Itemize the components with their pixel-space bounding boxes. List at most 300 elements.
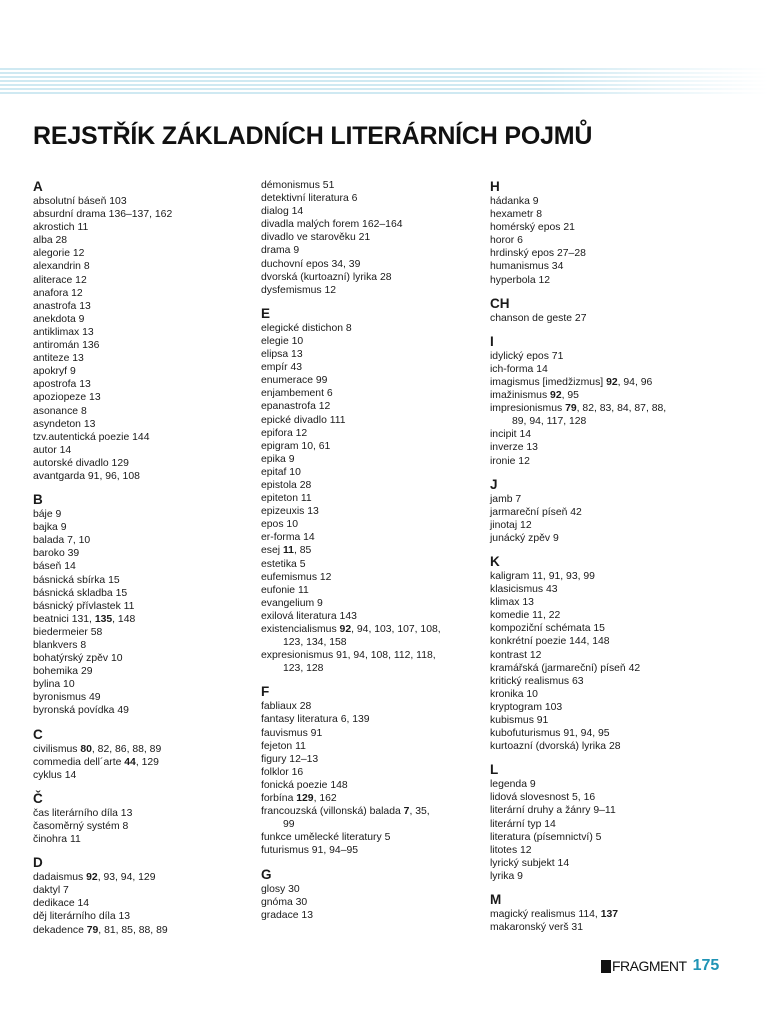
index-entry: [33, 743, 258, 756]
entry-text: empír 43: [261, 362, 303, 374]
entry-text: kubofuturismus 91, 94, 95: [490, 728, 610, 740]
index-entry: [490, 908, 715, 921]
index-entry: [490, 609, 715, 622]
section-letter: F: [261, 684, 270, 700]
entry-continuation: 123, 134, 158: [283, 637, 347, 649]
index-entry: [33, 405, 258, 418]
entry-text: básnická sbírka 15: [33, 574, 120, 586]
entry-text: epické divadlo 111: [261, 414, 346, 426]
entry-text: , 81, 85, 88, 89: [98, 924, 168, 936]
entry-text: dadaismus: [33, 872, 87, 884]
entry-text: kritický realismus 63: [490, 675, 584, 687]
index-entry: [490, 455, 715, 468]
index-column-3: [490, 179, 715, 934]
brand-name: FRAGMENT: [612, 958, 687, 974]
entry-text: epos 10: [261, 519, 298, 531]
index-entry: [33, 300, 258, 313]
entry-text: dekadence: [33, 924, 87, 936]
section-letter: I: [490, 333, 494, 349]
index-entry: [261, 361, 486, 374]
entry-text: básnický přívlastek 11: [33, 600, 135, 612]
entry-text: exilová literatura 143: [261, 610, 357, 622]
index-entry: [490, 675, 715, 688]
entry-text: , 129: [135, 756, 159, 768]
index-entry: [490, 818, 715, 831]
index-entry: [490, 635, 715, 648]
entry-text: kramářská (jarmareční) píseň 42: [490, 662, 641, 674]
entry-text: gradace 13: [261, 909, 313, 921]
entry-text: lyrika 9: [490, 870, 523, 882]
entry-text: klasicismus 43: [490, 584, 558, 596]
index-entry: [490, 831, 715, 844]
index-entry: [261, 284, 486, 297]
index-entry: [490, 441, 715, 454]
index-entry: [490, 389, 715, 402]
index-entry: [33, 678, 258, 691]
entry-text: enumerace 99: [261, 375, 328, 387]
index-entry: [33, 208, 258, 221]
header-stripe-band: [0, 68, 768, 94]
index-entry: [490, 727, 715, 740]
entry-text: , 148: [112, 613, 136, 625]
section-letter: J: [490, 476, 498, 492]
index-entry: [33, 326, 258, 339]
index-entry: [33, 833, 258, 846]
entry-text: antiklimax 13: [33, 326, 94, 338]
entry-text: divadlo ve starověku 21: [261, 232, 371, 244]
entry-text: jamb 7: [490, 493, 522, 505]
entry-text: démonismus 51: [261, 180, 335, 191]
section-letter: A: [33, 179, 43, 194]
index-entry: [33, 897, 258, 910]
index-entry: [261, 558, 486, 571]
index-entry: [490, 519, 715, 532]
index-entry: [490, 701, 715, 714]
index-entry: [490, 493, 715, 506]
entry-text: litotes 12: [490, 844, 532, 856]
entry-text: apoziopeze 13: [33, 392, 101, 404]
entry-text: kurtoazní (dvorská) lyrika 28: [490, 741, 621, 753]
section-letter: L: [490, 762, 499, 778]
index-entry: [33, 691, 258, 704]
entry-text: akrostich 11: [33, 222, 89, 234]
index-entry: [261, 779, 486, 792]
entry-text: er-forma 14: [261, 532, 315, 544]
index-entry: [33, 807, 258, 820]
index-entry: [490, 844, 715, 857]
index-entry: [261, 179, 486, 192]
entry-text: beatnici 131,: [33, 613, 95, 625]
entry-text: evangelium 9: [261, 597, 323, 609]
entry-text: bohemika 29: [33, 666, 93, 678]
entry-text: kontrast 12: [490, 649, 542, 661]
index-entry: [261, 700, 486, 713]
index-entry: [33, 560, 258, 573]
index-entry: [33, 910, 258, 923]
index-entry: [490, 622, 715, 635]
index-entry: [261, 258, 486, 271]
section-letter: K: [490, 553, 500, 569]
index-entry: [261, 805, 486, 831]
entry-text: elipsa 13: [261, 349, 303, 361]
entry-text: eufonie 11: [261, 584, 309, 596]
entry-text: forbína: [261, 793, 297, 805]
index-entry: [261, 713, 486, 726]
entry-text: epistola 28: [261, 479, 312, 491]
section-letter: B: [33, 492, 43, 508]
entry-text: kubismus 91: [490, 715, 549, 726]
section-letter: D: [33, 855, 43, 871]
index-entry: [33, 547, 258, 560]
index-entry: [261, 374, 486, 387]
index-entry: [33, 884, 258, 897]
entry-text: asyndeton 13: [33, 418, 96, 430]
entry-text: kaligram 11, 91, 93, 99: [490, 570, 595, 582]
entry-text: chanson de geste 27: [490, 312, 587, 324]
index-entry: [33, 378, 258, 391]
entry-text: duchovní epos 34, 39: [261, 258, 361, 270]
entry-text: incipit 14: [490, 429, 532, 441]
index-entry: [261, 727, 486, 740]
entry-text: báseň 14: [33, 561, 76, 573]
entry-text: epitaf 10: [261, 466, 301, 478]
index-entry: [33, 431, 258, 444]
index-entry: [490, 376, 715, 389]
index-entry: [261, 896, 486, 909]
entry-text: hexametr 8: [490, 209, 542, 221]
entry-text: , 94, 103, 107, 108,: [351, 624, 441, 635]
index-entry: [261, 766, 486, 779]
index-entry: [490, 870, 715, 883]
index-entry: [33, 626, 258, 639]
entry-text: apokryf 9: [33, 366, 76, 378]
index-entry: [33, 457, 258, 470]
entry-text: civilismus: [33, 743, 81, 755]
entry-text: existencialismus: [261, 624, 340, 635]
entry-text: ironie 12: [490, 455, 530, 467]
index-entry: [261, 479, 486, 492]
entry-text: baroko 39: [33, 548, 80, 560]
entry-text: lidová slovesnost 5, 16: [490, 792, 596, 804]
index-entry: [261, 518, 486, 531]
entry-text: , 82, 86, 88, 89: [91, 743, 162, 755]
entry-bold-page: 92: [339, 624, 352, 635]
entry-text: anekdota 9: [33, 313, 85, 325]
entry-text: ich-forma 14: [490, 363, 548, 375]
entry-text: gnóma 30: [261, 896, 308, 908]
index-entry: [490, 428, 715, 441]
index-column-2: [261, 179, 486, 922]
index-entry: [490, 583, 715, 596]
entry-text: hrdinský epos 27–28: [490, 248, 586, 260]
entry-text: absolutní báseň 103: [33, 196, 127, 207]
entry-text: commedia dell´arte: [33, 756, 125, 768]
entry-text: básnická skladba 15: [33, 587, 128, 599]
entry-text: enjambement 6: [261, 388, 333, 400]
entry-text: dysfemismus 12: [261, 284, 337, 296]
entry-text: literární druhy a žánry 9–11: [490, 805, 616, 817]
entry-text: , 162: [313, 793, 337, 805]
entry-text: antiromán 136: [33, 340, 100, 352]
entry-text: , 93, 94, 129: [97, 872, 156, 884]
index-entry: [261, 753, 486, 766]
entry-text: humanismus 34: [490, 261, 564, 273]
index-entry: [490, 363, 715, 376]
index-entry: [261, 322, 486, 335]
page-title: REJSTŘÍK ZÁKLADNÍCH LITERÁRNÍCH POJMŮ: [33, 122, 593, 150]
section-letter: G: [261, 866, 272, 882]
entry-text: elegie 10: [261, 335, 304, 347]
entry-text: anafora 12: [33, 287, 83, 299]
index-entry: [261, 844, 486, 857]
index-entry: [490, 649, 715, 662]
index-entry: [33, 195, 258, 208]
entry-text: klimax 13: [490, 597, 534, 609]
index-entry: [33, 444, 258, 457]
entry-text: jinotaj 12: [490, 519, 532, 531]
entry-text: bylina 10: [33, 679, 75, 691]
entry-text: fejeton 11: [261, 740, 306, 752]
index-entry: [33, 756, 258, 769]
index-entry: [33, 769, 258, 782]
index-entry: [490, 662, 715, 675]
entry-text: folklor 16: [261, 766, 304, 778]
entry-text: inverze 13: [490, 442, 538, 454]
entry-text: eufemismus 12: [261, 571, 332, 583]
index-column-1: [33, 179, 258, 937]
section-letter: H: [490, 179, 500, 194]
entry-text: magický realismus 114,: [490, 909, 601, 921]
section-letter: E: [261, 305, 271, 321]
entry-text: děj literárního díla 13: [33, 911, 131, 923]
entry-text: biedermeier 58: [33, 626, 103, 638]
index-entry: [490, 857, 715, 870]
index-entry: [490, 596, 715, 609]
entry-bold-page: 80: [80, 743, 92, 755]
index-entry: [490, 740, 715, 753]
index-entry: [33, 871, 258, 884]
index-entry: [261, 244, 486, 257]
index-entry: [490, 714, 715, 727]
index-entry: [490, 921, 715, 934]
entry-text: báje 9: [33, 509, 62, 521]
index-entry: [490, 791, 715, 804]
section-letter: Č: [33, 790, 43, 806]
index-entry: [261, 466, 486, 479]
index-entry: [33, 534, 258, 547]
index-entry: [261, 531, 486, 544]
entry-continuation: 99: [283, 819, 295, 831]
index-entry: [33, 418, 258, 431]
entry-text: apostrofa 13: [33, 379, 91, 391]
entry-bold-page: 7: [403, 806, 410, 818]
index-entry: [33, 470, 258, 483]
index-entry: [490, 350, 715, 363]
section-letter: M: [490, 892, 502, 908]
index-entry: [33, 652, 258, 665]
entry-text: , 95: [561, 390, 579, 402]
index-entry: [261, 492, 486, 505]
entry-text: drama 9: [261, 245, 300, 257]
entry-text: alexandrin 8: [33, 261, 90, 273]
entry-text: imažinismus: [490, 390, 551, 402]
fragment-logo: [601, 958, 687, 974]
index-entry: [33, 313, 258, 326]
entry-text: funkce umělecké literatury 5: [261, 832, 391, 844]
entry-text: , 82, 83, 84, 87, 88,: [576, 403, 667, 415]
entry-text: dvorská (kurtoazní) lyrika 28: [261, 271, 392, 283]
entry-text: fabliaux 28: [261, 701, 312, 713]
index-entry: [33, 221, 258, 234]
entry-text: byronská povídka 49: [33, 705, 129, 717]
section-letter: CH: [490, 295, 510, 311]
entry-text: absurdní drama 136–137, 162: [33, 209, 173, 221]
index-entry: [261, 610, 486, 623]
index-entry: [490, 402, 715, 428]
entry-text: , 94, 96: [617, 376, 653, 388]
entry-text: fauvismus 91: [261, 727, 323, 739]
entry-text: balada 7, 10: [33, 535, 91, 547]
index-entry: [490, 506, 715, 519]
entry-text: makaronský verš 31: [490, 922, 583, 934]
entry-bold-page: 137: [600, 909, 619, 921]
section-letter: C: [33, 726, 43, 742]
entry-text: imagismus [imedžizmus]: [490, 376, 607, 388]
entry-text: hyperbola 12: [490, 274, 551, 286]
entry-text: fonická poezie 148: [261, 779, 348, 791]
entry-text: esej: [261, 545, 283, 557]
entry-text: idylický epos 71: [490, 350, 564, 362]
entry-bold-page: 92: [550, 390, 562, 402]
entry-text: činohra 11: [33, 834, 81, 846]
entry-bold-page: 79: [565, 403, 577, 415]
index-entry: [261, 400, 486, 413]
index-entry: [261, 348, 486, 361]
index-entry: [33, 704, 258, 717]
entry-text: daktyl 7: [33, 885, 69, 897]
entry-text: hádanka 9: [490, 196, 539, 207]
entry-bold-page: 44: [124, 756, 136, 768]
entry-text: komedie 11, 22: [490, 610, 561, 622]
index-entry: [261, 909, 486, 922]
entry-text: jarmareční píseň 42: [490, 506, 582, 518]
entry-text: antiteze 13: [33, 353, 84, 365]
index-entry: [261, 387, 486, 400]
index-entry: [261, 544, 486, 557]
index-entry: [261, 440, 486, 453]
entry-text: junácký zpěv 9: [490, 532, 559, 544]
entry-text: epanastrofa 12: [261, 401, 331, 413]
entry-text: tzv.autentická poezie 144: [33, 431, 150, 443]
index-entry: [261, 740, 486, 753]
entry-text: epika 9: [261, 453, 295, 465]
page-footer: [601, 957, 719, 975]
index-entry: [33, 574, 258, 587]
index-entry: [33, 600, 258, 613]
entry-text: kryptogram 103: [490, 701, 563, 713]
logo-mark-icon: [601, 960, 611, 973]
index-entry: [490, 312, 715, 325]
entry-text: kompoziční schémata 15: [490, 623, 605, 635]
index-entry: [490, 778, 715, 791]
index-entry: [261, 218, 486, 231]
index-entry: [261, 453, 486, 466]
entry-text: figury 12–13: [261, 753, 319, 765]
entry-text: divadla malých forem 162–164: [261, 219, 403, 231]
index-entry: [33, 924, 258, 937]
index-entry: [261, 335, 486, 348]
entry-text: autor 14: [33, 444, 72, 456]
index-entry: [33, 234, 258, 247]
index-entry: [261, 831, 486, 844]
index-entry: [490, 247, 715, 260]
index-entry: [261, 505, 486, 518]
index-entry: [490, 804, 715, 817]
entry-text: francouzská (villonská) balada: [261, 806, 404, 818]
entry-text: byronismus 49: [33, 692, 101, 704]
entry-text: cyklus 14: [33, 769, 77, 781]
index-entry: [261, 414, 486, 427]
entry-text: časoměrný systém 8: [33, 820, 129, 832]
entry-text: lyrický subjekt 14: [490, 857, 570, 869]
index-entry: [261, 649, 486, 675]
index-entry: [33, 260, 258, 273]
entry-bold-page: 79: [86, 924, 99, 936]
index-entry: [33, 613, 258, 626]
index-entry: [261, 597, 486, 610]
index-entry: [261, 427, 486, 440]
entry-text: estetika 5: [261, 558, 306, 570]
entry-bold-page: 92: [606, 376, 618, 388]
index-entry: [490, 688, 715, 701]
entry-continuation: 123, 128: [283, 663, 324, 675]
entry-text: , 35,: [409, 806, 430, 818]
index-entry: [261, 792, 486, 805]
index-entry: [261, 584, 486, 597]
index-entry: [490, 221, 715, 234]
index-entry: [490, 532, 715, 545]
entry-text: expresionismus 91, 94, 108, 112, 118,: [261, 650, 436, 662]
index-entry: [33, 820, 258, 833]
entry-text: aliterace 12: [33, 274, 87, 286]
entry-text: epiteton 11: [261, 493, 312, 505]
entry-text: futurismus 91, 94–95: [261, 845, 359, 857]
index-entry: [33, 521, 258, 534]
index-entry: [33, 391, 258, 404]
entry-text: impresionismus: [490, 403, 566, 415]
entry-text: , 85: [293, 545, 312, 557]
entry-text: literární typ 14: [490, 818, 556, 830]
entry-text: epizeuxis 13: [261, 506, 319, 518]
index-entry: [33, 339, 258, 352]
entry-text: kronika 10: [490, 688, 538, 700]
entry-text: asonance 8: [33, 405, 87, 417]
page-number: 175: [692, 957, 720, 974]
entry-continuation: 89, 94, 117, 128: [512, 416, 587, 428]
entry-text: alba 28: [33, 235, 68, 247]
index-entry: [33, 639, 258, 652]
entry-text: autorské divadlo 129: [33, 457, 129, 469]
entry-text: epigram 10, 61: [261, 440, 331, 452]
index-entry: [33, 508, 258, 521]
index-entry: [33, 247, 258, 260]
entry-bold-page: 135: [94, 613, 113, 625]
entry-text: čas literárního díla 13: [33, 807, 133, 819]
entry-bold-page: 92: [86, 872, 98, 884]
index-entry: [33, 287, 258, 300]
index-entry: [261, 231, 486, 244]
entry-text: elegické distichon 8: [261, 322, 352, 334]
